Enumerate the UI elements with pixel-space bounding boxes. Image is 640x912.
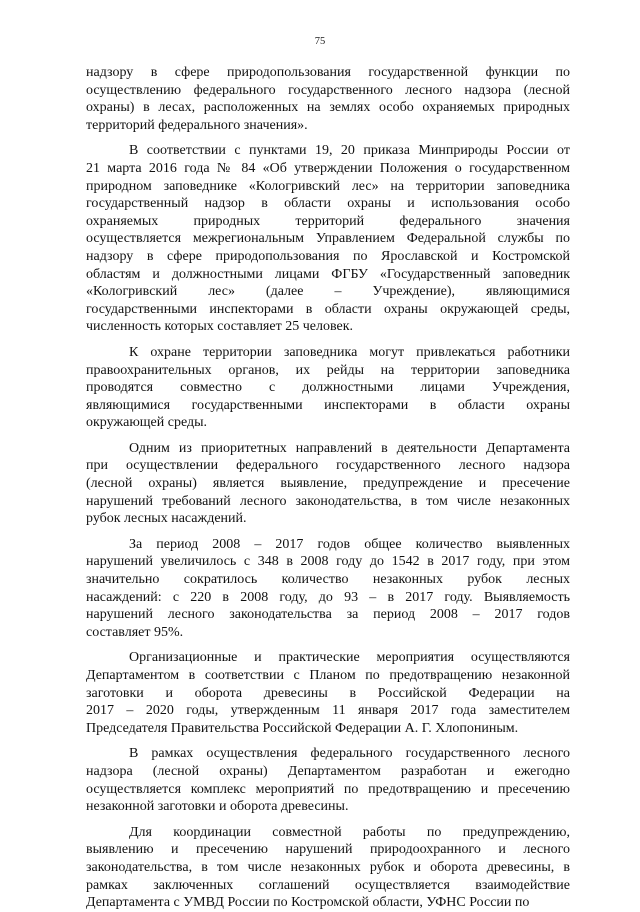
text-line: надзору в сфере природопользования государственной функции по	[86, 65, 570, 80]
paragraph	[86, 440, 570, 528]
text-line: нарушений увеличилось с 348 в 2008 году до 1542 в 2017 году, при этом	[86, 554, 570, 570]
text-line: Организационные и практические мероприятия осуществляются	[129, 650, 570, 666]
text-line: К охране территории заповедника могут привлекаться работники	[129, 344, 570, 360]
page-number: 75	[314, 36, 326, 47]
paragraph	[86, 824, 570, 912]
text-line: насаждений: с 220 в 2008 году, до 93 – в 2017 году. Выявляемость	[86, 589, 570, 605]
text-line: надзора (лесной охраны) Департаментом разработан и ежегодно	[86, 763, 570, 779]
text-line: За период 2008 – 2017 годов общее количество выявленных	[129, 536, 570, 552]
text-line: незаконной заготовки и оборота древесины.	[86, 799, 349, 815]
text-line: при осуществлении федерального государственного лесного надзора	[86, 458, 570, 474]
text-line: надзору в сфере природопользования по Ярославской и Костромской	[86, 248, 570, 264]
text-line: природном заповеднике «Кологривский лес» на территории заповедника	[86, 178, 570, 194]
paragraph	[86, 142, 570, 336]
text-line: Для координации совместной работы по предупреждению,	[129, 824, 570, 840]
text-line: рамках заключенных соглашений осуществляется взаимодействие	[86, 877, 570, 893]
text-line: «Кологривский лес» (далее – Учреждение), являющимися	[86, 284, 570, 300]
text-line: В соответствии с пунктами 19, 20 приказа Минприроды России от	[129, 143, 570, 159]
text-line: значительно сократилось количество незаконных рубок лесных	[86, 572, 570, 588]
text-line: государственный надзор в области охраны и использования особо	[86, 196, 570, 212]
text-line: заготовки и оборота древесины в Российской Федерации на	[86, 685, 570, 701]
text-line: территорий федерального значения».	[86, 117, 308, 133]
text-line: Департамента с УМВД России по Костромской области, УФНС России по	[86, 895, 530, 911]
text-line: рубок лесных насаждений.	[86, 511, 247, 527]
text-line: нарушений требований лесного законодательства, в том числе незаконных	[86, 493, 570, 509]
text-line: являющимися государственными инспекторами в области охраны	[86, 397, 570, 413]
text-line: областям и должностными лицами ФГБУ «Государственный заповедник	[86, 266, 570, 282]
text-line: В рамках осуществления федерального государственного лесного	[129, 746, 570, 762]
text-line: 21 марта 2016 года № 84 «Об утверждении Положения о государственном	[86, 160, 570, 176]
text-line: охраняемых природных территорий федерального значения	[86, 213, 570, 229]
text-line: проводятся совместно с должностными лицами Учреждения,	[86, 380, 570, 396]
text-line: окружающей среды.	[86, 415, 208, 431]
paragraph	[86, 344, 570, 432]
paragraph	[86, 64, 570, 134]
text-line: составляет 95%.	[86, 624, 184, 640]
text-line: нарушений лесного законодательства за период 2008 – 2017 годов	[86, 607, 570, 623]
text-line: Одним из приоритетных направлений в деятельности Департамента	[129, 440, 570, 456]
text-line: государственными инспекторами в области охраны окружающей среды,	[86, 301, 570, 317]
text-line: осуществлению федерального государственного лесного надзора (лесной	[86, 82, 570, 98]
text-line: (лесной охраны) является выявление, предупреждение и пресечение	[86, 476, 570, 492]
text-line: охраны) в лесах, расположенных на землях особо охраняемых природных	[86, 100, 570, 116]
text-line: Департаментом в соответствии с Планом по предотвращению незаконной	[86, 668, 570, 683]
paragraph	[86, 536, 570, 642]
text-line: законодательства, в том числе незаконных рубок и оборота древесины, в	[86, 859, 570, 875]
text-line: выявлению и пресечению нарушений природоохранного и лесного	[86, 842, 570, 858]
paragraph	[86, 649, 570, 737]
text-line: численность которых составляет 25 человек.	[86, 319, 353, 335]
paragraph	[86, 745, 570, 815]
text-line: правоохранительных органов, их рейды на территории заповедника	[86, 362, 570, 378]
text-line: осуществляется комплекс мероприятий по предотвращению и пресечению	[86, 781, 570, 797]
text-line: осуществляется межрегиональным Управлением Федеральной службы по	[86, 231, 570, 247]
text-line: Председателя Правительства Российской Федерации А. Г. Хлопониным.	[86, 720, 519, 736]
document-body	[86, 64, 570, 912]
text-line: 2017 – 2020 годы, утвержденным 11 января 2017 года заместителем	[86, 703, 570, 719]
